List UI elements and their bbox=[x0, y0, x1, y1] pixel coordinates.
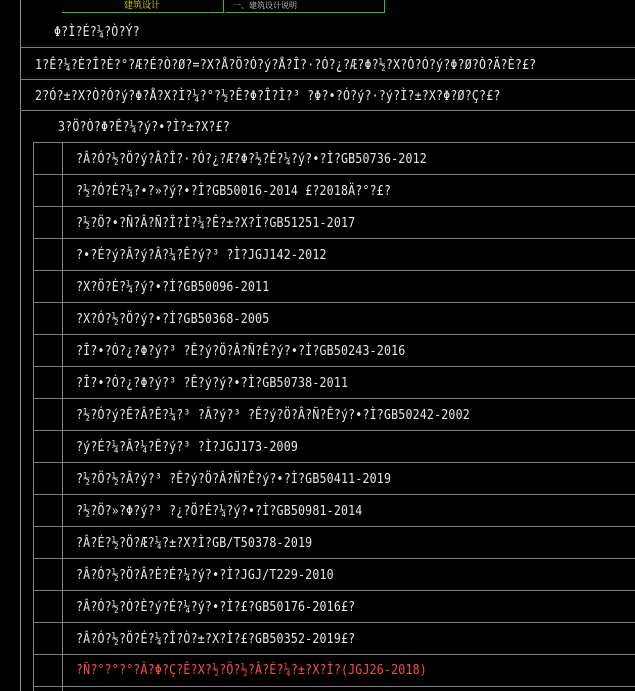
standard-item-text: ?½?Ö?•?Ñ?Â?Ñ?Î?Ì?¼?Ê?±?X?Ì?GB51251-2017 bbox=[76, 215, 356, 231]
row-divider bbox=[33, 334, 635, 335]
standard-item-text: ?Â?Ó?½?Ó?È?ý?É?¼?ý?•?Ì?£?GB50176-2016£? bbox=[76, 599, 356, 615]
subsection-heading-text: 3?Ö?Ò?Φ?Ê?¼?ý?•?Ì?±?X?£? bbox=[58, 119, 230, 135]
title-block-cell-section bbox=[225, 0, 385, 13]
standard-item-text: ?½?Ó?ý?Ê?Â?Ê?¼?³ ?Â?ý?³ ?Ê?ý?Ö?Â?Ñ?Ê?ý?•?Ì?GB50242-2002 bbox=[76, 407, 470, 423]
standard-item-text: ?X?Ó?½?Ö?ý?•?Ì?GB50368-2005 bbox=[76, 311, 270, 327]
row-divider bbox=[33, 622, 635, 623]
row-divider bbox=[33, 590, 635, 591]
row-divider bbox=[33, 654, 635, 655]
row-divider bbox=[33, 270, 635, 271]
paragraph-line bbox=[35, 57, 635, 73]
paragraph-line-text: 2?Ó?±?X?Ò?Ó?ý?Φ?Å?X?Ì?¼?°?½?Ê?Φ?Î?Ì?³ ?Φ?•?Ó?ý?·?ý?Ì?±?X?Φ?Ø?Ç?£? bbox=[35, 88, 501, 104]
standard-item-text: ?Â?Ó?½?Ö?Â?È?É?¼?ý?•?Ì?JGJ/T229-2010 bbox=[76, 567, 334, 583]
row-divider bbox=[33, 206, 635, 207]
standard-item-text: ?Â?Ó?½?Ö?ý?Â?Î?·?Ó?¿?Æ?Φ?½?É?¼?ý?•?Ì?GB50736-2012 bbox=[76, 151, 427, 167]
row-divider bbox=[20, 79, 635, 80]
indent-rule-2 bbox=[62, 142, 63, 691]
standard-item-text: ?½?Ö?½?Â?ý?³ ?Ê?ý?Ö?Â?Ñ?Ê?ý?•?Ì?GB50411-2019 bbox=[76, 471, 392, 487]
standard-item bbox=[76, 631, 635, 647]
row-divider bbox=[33, 494, 635, 495]
title-block-section-text: 一、建筑设计说明 bbox=[233, 1, 297, 10]
standard-item bbox=[76, 279, 635, 295]
standard-item-highlighted bbox=[76, 662, 635, 678]
standard-item bbox=[76, 439, 635, 455]
row-divider bbox=[33, 142, 635, 143]
standard-item bbox=[76, 535, 635, 551]
standard-item bbox=[76, 599, 635, 615]
standard-item-text: ?Â?Ó?½?Ö?É?¼?Î?Ò?±?X?Ì?£?GB50352-2019£? bbox=[76, 631, 356, 647]
row-divider bbox=[20, 110, 635, 111]
row-divider bbox=[33, 430, 635, 431]
standard-item-highlighted-text: ?Ñ?°?°?°?Â?Φ?Ç?Ê?X?½?Ö?½?Â?É?¼?±?X?Ì?(JGJ26-2018) bbox=[76, 662, 427, 678]
title-block-discipline-text: 建筑设计 bbox=[124, 1, 161, 11]
indent-rule-1 bbox=[33, 142, 34, 691]
row-divider bbox=[33, 462, 635, 463]
standard-item bbox=[76, 407, 635, 423]
title-block-cell-discipline bbox=[62, 0, 224, 13]
standard-item-text: ?Î?•?Ó?¿?Φ?ý?³ ?Ê?ý?Ö?Â?Ñ?Ê?ý?•?Ì?GB50243-2016 bbox=[76, 343, 406, 359]
left-margin-rule bbox=[20, 0, 21, 691]
standard-item-text: ?Â?É?½?Ö?Æ?¼?±?X?Ì?GB/T50378-2019 bbox=[76, 535, 313, 551]
section-heading bbox=[54, 24, 635, 40]
paragraph-line-text: 1?Ê?¼?È?Î?È?°?Æ?É?Ò?Ø?=?X?Å?Ö?Ó?ý?Å?Î?·?Ó?¿?Æ?Φ?½?X?Ò?Ó?ý?Φ?Ø?Ò?Ä?È?£? bbox=[35, 57, 537, 73]
standard-item bbox=[76, 503, 635, 519]
standard-item bbox=[76, 151, 635, 167]
standard-item-text: ?ý?É?¼?Â?¼?Ê?ý?³ ?Ì?JGJ173-2009 bbox=[76, 439, 299, 455]
standard-item bbox=[76, 567, 635, 583]
row-divider bbox=[33, 526, 635, 527]
row-divider bbox=[33, 302, 635, 303]
standard-item bbox=[76, 375, 635, 391]
standard-item-text: ?½?Ö?»?Φ?ý?³ ?¿?Ö?É?¼?ý?•?Ì?GB50981-2014 bbox=[76, 503, 363, 519]
section-heading-text: Φ?Ì?É?¼?Ò?Ý? bbox=[54, 24, 140, 40]
standard-item-text: ?•?É?ý?Â?ý?Â?¼?Ê?ý?³ ?Ì?JGJ142-2012 bbox=[76, 247, 327, 263]
row-divider bbox=[33, 174, 635, 175]
paragraph-line bbox=[35, 88, 635, 104]
subsection-heading bbox=[58, 119, 635, 135]
standard-item bbox=[76, 215, 635, 231]
standard-item bbox=[76, 247, 635, 263]
standard-item-text: ?½?Ó?É?¼?•?»?ý?•?Ì?GB50016-2014 £?2018Ä?°?£? bbox=[76, 183, 392, 199]
row-divider bbox=[33, 558, 635, 559]
row-divider bbox=[33, 398, 635, 399]
row-divider bbox=[33, 238, 635, 239]
standard-item bbox=[76, 471, 635, 487]
title-block-strip bbox=[0, 0, 635, 14]
row-divider bbox=[20, 47, 635, 48]
standard-item-text: ?Î?•?Ó?¿?Φ?ý?³ ?Ê?ý?ý?•?Ì?GB50738-2011 bbox=[76, 375, 349, 391]
standard-item bbox=[76, 343, 635, 359]
standard-item bbox=[76, 311, 635, 327]
row-divider bbox=[33, 366, 635, 367]
row-divider bbox=[33, 686, 635, 687]
standard-item-text: ?X?Ö?É?¼?ý?•?Ì?GB50096-2011 bbox=[76, 279, 270, 295]
standard-item bbox=[76, 183, 635, 199]
